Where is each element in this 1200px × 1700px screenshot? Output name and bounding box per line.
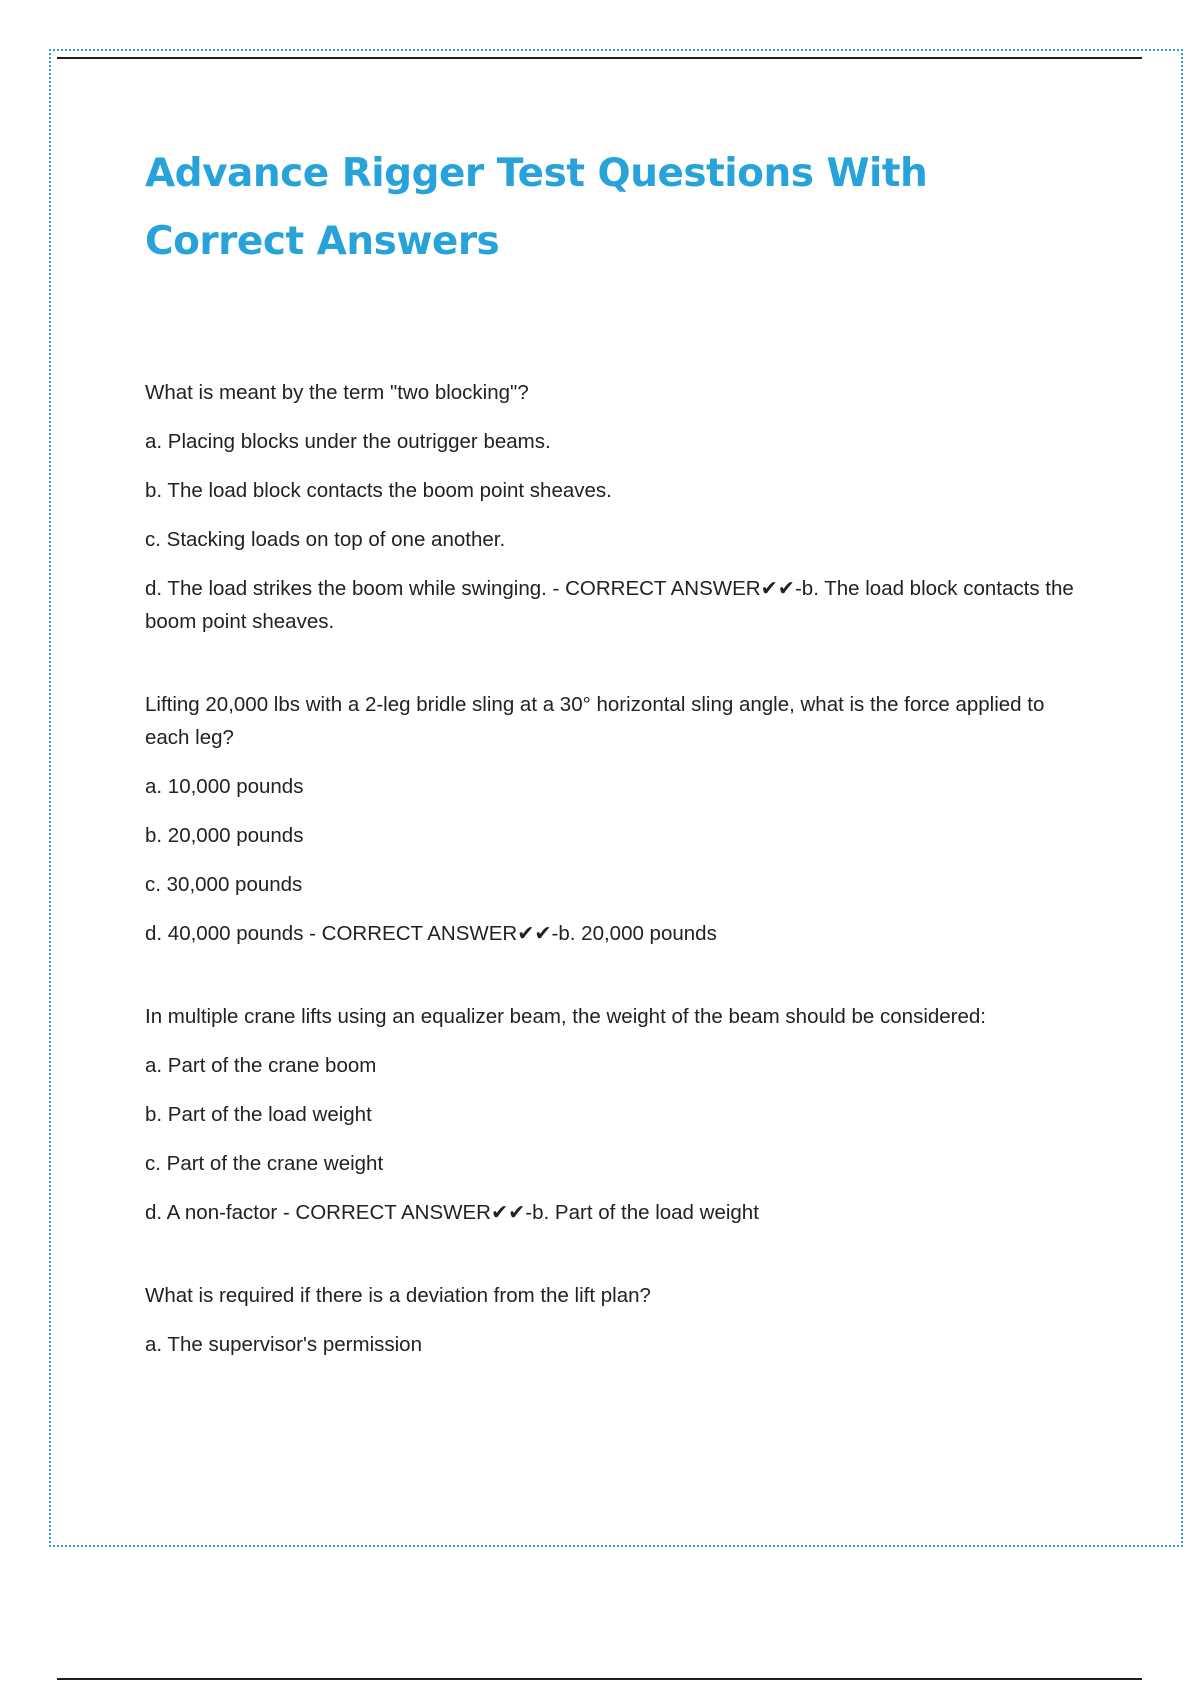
answer-option: b. Part of the load weight: [145, 1103, 372, 1126]
answer-option: a. 10,000 pounds: [145, 775, 304, 798]
question-text: Lifting 20,000 lbs with a 2-leg bridle sling at a 30° horizontal sling angle, what is the force applied to each leg?: [145, 693, 1045, 749]
question-text: What is meant by the term "two blocking"?: [145, 381, 529, 404]
document-title: Advance Rigger Test Questions With Correct Answers: [145, 151, 928, 264]
answer-option: a. Placing blocks under the outrigger beams.: [145, 430, 551, 453]
question-block: [145, 1279, 1090, 1361]
answer-option: b. The load block contacts the boom point sheaves.: [145, 479, 612, 502]
answer-option: a. The supervisor's permission: [145, 1333, 422, 1356]
question-text: In multiple crane lifts using an equalizer beam, the weight of the beam should be considered:: [145, 1005, 987, 1028]
answer-option: c. Stacking loads on top of one another.: [145, 528, 506, 551]
answer-option: c. Part of the crane weight: [145, 1152, 384, 1175]
answer-option-with-correct-answer: d. A non-factor - CORRECT ANSWER✔✔-b. Part of the load weight: [145, 1201, 759, 1224]
answer-option-with-correct-answer: d. 40,000 pounds - CORRECT ANSWER✔✔-b. 20,000 pounds: [145, 922, 717, 945]
answer-option: b. 20,000 pounds: [145, 824, 304, 847]
question-text: What is required if there is a deviation from the lift plan?: [145, 1284, 651, 1307]
question-list: [145, 376, 1090, 1411]
top-rule: [57, 57, 1142, 59]
answer-option: c. 30,000 pounds: [145, 873, 303, 896]
answer-option-with-correct-answer: d. The load strikes the boom while swinging. - CORRECT ANSWER✔✔-b. The load block contacts the boom point sheaves.: [145, 577, 1074, 633]
answer-option: a. Part of the crane boom: [145, 1054, 377, 1077]
question-block: [145, 376, 1090, 638]
question-block: [145, 688, 1090, 950]
bottom-rule: [57, 1678, 1142, 1680]
question-block: [145, 1000, 1090, 1229]
